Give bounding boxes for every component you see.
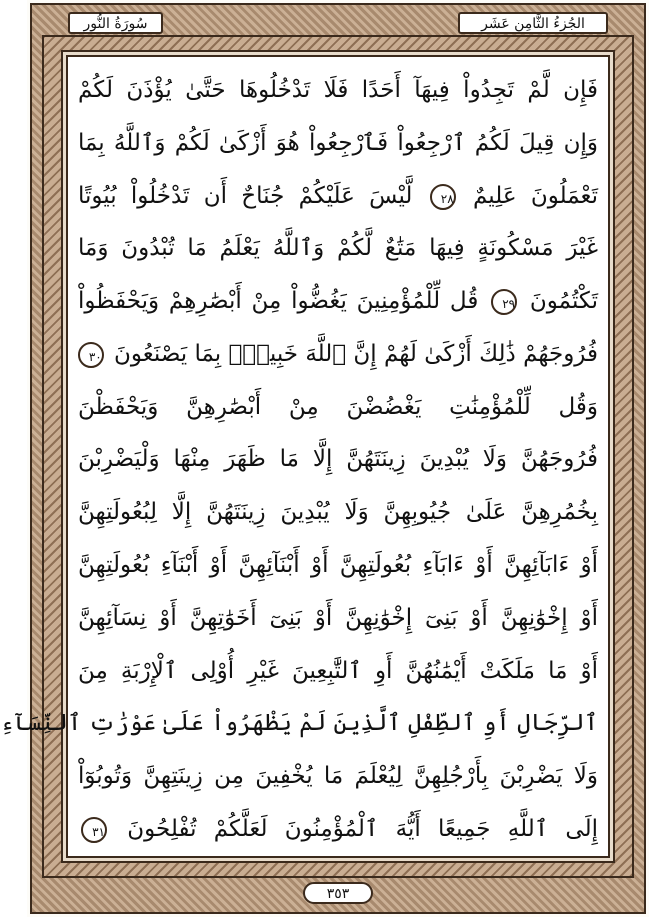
verse-text: إِلَى ٱللَّهِ جَمِيعًا أَيُّهَ ٱلْمُؤْمِنُونَ لَعَلَّكُمْ تُفْلِحُونَ bbox=[110, 815, 598, 842]
verse-line bbox=[78, 278, 598, 324]
verse-text: بِخُمُرِهِنَّ عَلَىٰ جُيُوبِهِنَّ وَلَا يُبْدِينَ زِينَتَهُنَّ إِلَّا لِبُعُولَتِهِنَّ bbox=[78, 499, 598, 526]
verse-text: أَوْ ءَابَآئِهِنَّ أَوْ ءَابَآءِ بُعُولَتِهِنَّ أَوْ أَبْنَآئِهِنَّ أَوْ أَبْنَآءِ بُعُولَتِهِنَّ bbox=[78, 552, 598, 579]
verse-lines bbox=[0, 67, 598, 852]
page-number: ٣٥٣ bbox=[303, 882, 373, 904]
verse-line bbox=[78, 753, 598, 799]
surah-label: سُورَةُ النُّور bbox=[68, 12, 163, 34]
verse-line bbox=[78, 489, 598, 535]
ayah-number-marker: ٢٩ bbox=[491, 289, 517, 315]
verse-text: أَوْ إِخْوَٰنِهِنَّ أَوْ بَنِىٓ إِخْوَٰنِهِنَّ أَوْ بَنِىٓ أَخَوَٰتِهِنَّ أَوْ نِسَآئِهِنَّ bbox=[78, 604, 598, 631]
page-header bbox=[46, 12, 630, 34]
verse-text: أَوْ مَا مَلَكَتْ أَيْمَٰنُهُنَّ أَوِ ٱلتَّٰبِعِينَ غَيْرِ أُوْلِى ٱلْإِرْبَةِ مِنَ bbox=[78, 657, 598, 684]
verse-text: قُل لِّلْمُؤْمِنِينَ يَغُضُّواْ مِنْ أَبْصَٰرِهِمْ وَيَحْفَظُواْ bbox=[78, 288, 489, 315]
verse-line bbox=[78, 331, 598, 377]
verse-line bbox=[78, 120, 598, 166]
verse-line bbox=[78, 225, 598, 271]
juz-label: الجُزءُ الثَّامِن عَشَر bbox=[458, 12, 608, 34]
verse-text: تَعْمَلُونَ عَلِيمٌ bbox=[458, 182, 598, 209]
verse-line bbox=[78, 67, 598, 113]
verse-text: فَإِن لَّمْ تَجِدُواْ فِيهَآ أَحَدًا فَلَا تَدْخُلُوهَا حَتَّىٰ يُؤْذَنَ لَكُمْ bbox=[78, 77, 598, 103]
verse-line bbox=[0, 700, 598, 746]
verse-line bbox=[78, 595, 598, 641]
verse-text: وَإِن قِيلَ لَكُمُ ٱرْجِعُواْ فَٱرْجِعُواْ هُوَ أَزْكَىٰ لَكُمْ وَٱللَّهُ بِمَا bbox=[78, 129, 598, 156]
verse-text: تَكْتُمُونَ bbox=[520, 288, 598, 315]
page-footer bbox=[32, 882, 644, 906]
verse-line bbox=[78, 542, 598, 588]
verse-line bbox=[78, 436, 598, 482]
verse-text: لَّيْسَ عَلَيْكُمْ جُنَاحٌ أَن تَدْخُلُواْ بُيُوتًا bbox=[78, 182, 427, 209]
verse-text: غَيْرَ مَسْكُونَةٍ فِيهَا مَتَٰعٌ لَّكُمْ وَٱللَّهُ يَعْلَمُ مَا تُبْدُونَ وَمَا bbox=[78, 235, 598, 262]
ornamental-frame bbox=[0, 3, 646, 914]
verse-text: وَلَا يَضْرِبْنَ بِأَرْجُلِهِنَّ لِيُعْلَمَ مَا يُخْفِينَ مِن زِينَتِهِنَّ وَتُوبُوٓاْ bbox=[78, 763, 598, 790]
verse-line bbox=[78, 806, 598, 852]
ayah-number-marker: ٢٨ bbox=[430, 184, 456, 210]
verse-line bbox=[78, 173, 598, 219]
verse-text: فُرُوجَهُمْ ذَٰلِكَ أَزْكَىٰ لَهُمْ إِنَّ ٱللَّهَ خَبِيرٌۢ بِمَا يَصْنَعُونَ bbox=[106, 340, 598, 367]
verse-line bbox=[78, 648, 598, 694]
ayah-number-marker: ٣١ bbox=[81, 817, 107, 843]
text-panel bbox=[0, 55, 610, 858]
verse-line bbox=[78, 384, 598, 430]
ayah-number-marker: ٣٠ bbox=[78, 342, 104, 368]
verse-text: ٱلرِّجَالِ أَوِ ٱلطِّفْلِ ٱلَّذِينَ لَمْ يَظْهَرُواْ عَلَىٰ عَوْرَٰتِ ٱلنِّسَآءِ bbox=[0, 710, 598, 737]
verse-text: فُرُوجَهُنَّ وَلَا يُبْدِينَ زِينَتَهُنَّ إِلَّا مَا ظَهَرَ مِنْهَا وَلْيَضْرِبْنَ bbox=[78, 446, 598, 473]
verse-text: وَقُل لِّلْمُؤْمِنَٰتِ يَغْضُضْنَ مِنْ أَبْصَٰرِهِنَّ وَيَحْفَظْنَ bbox=[78, 393, 598, 420]
